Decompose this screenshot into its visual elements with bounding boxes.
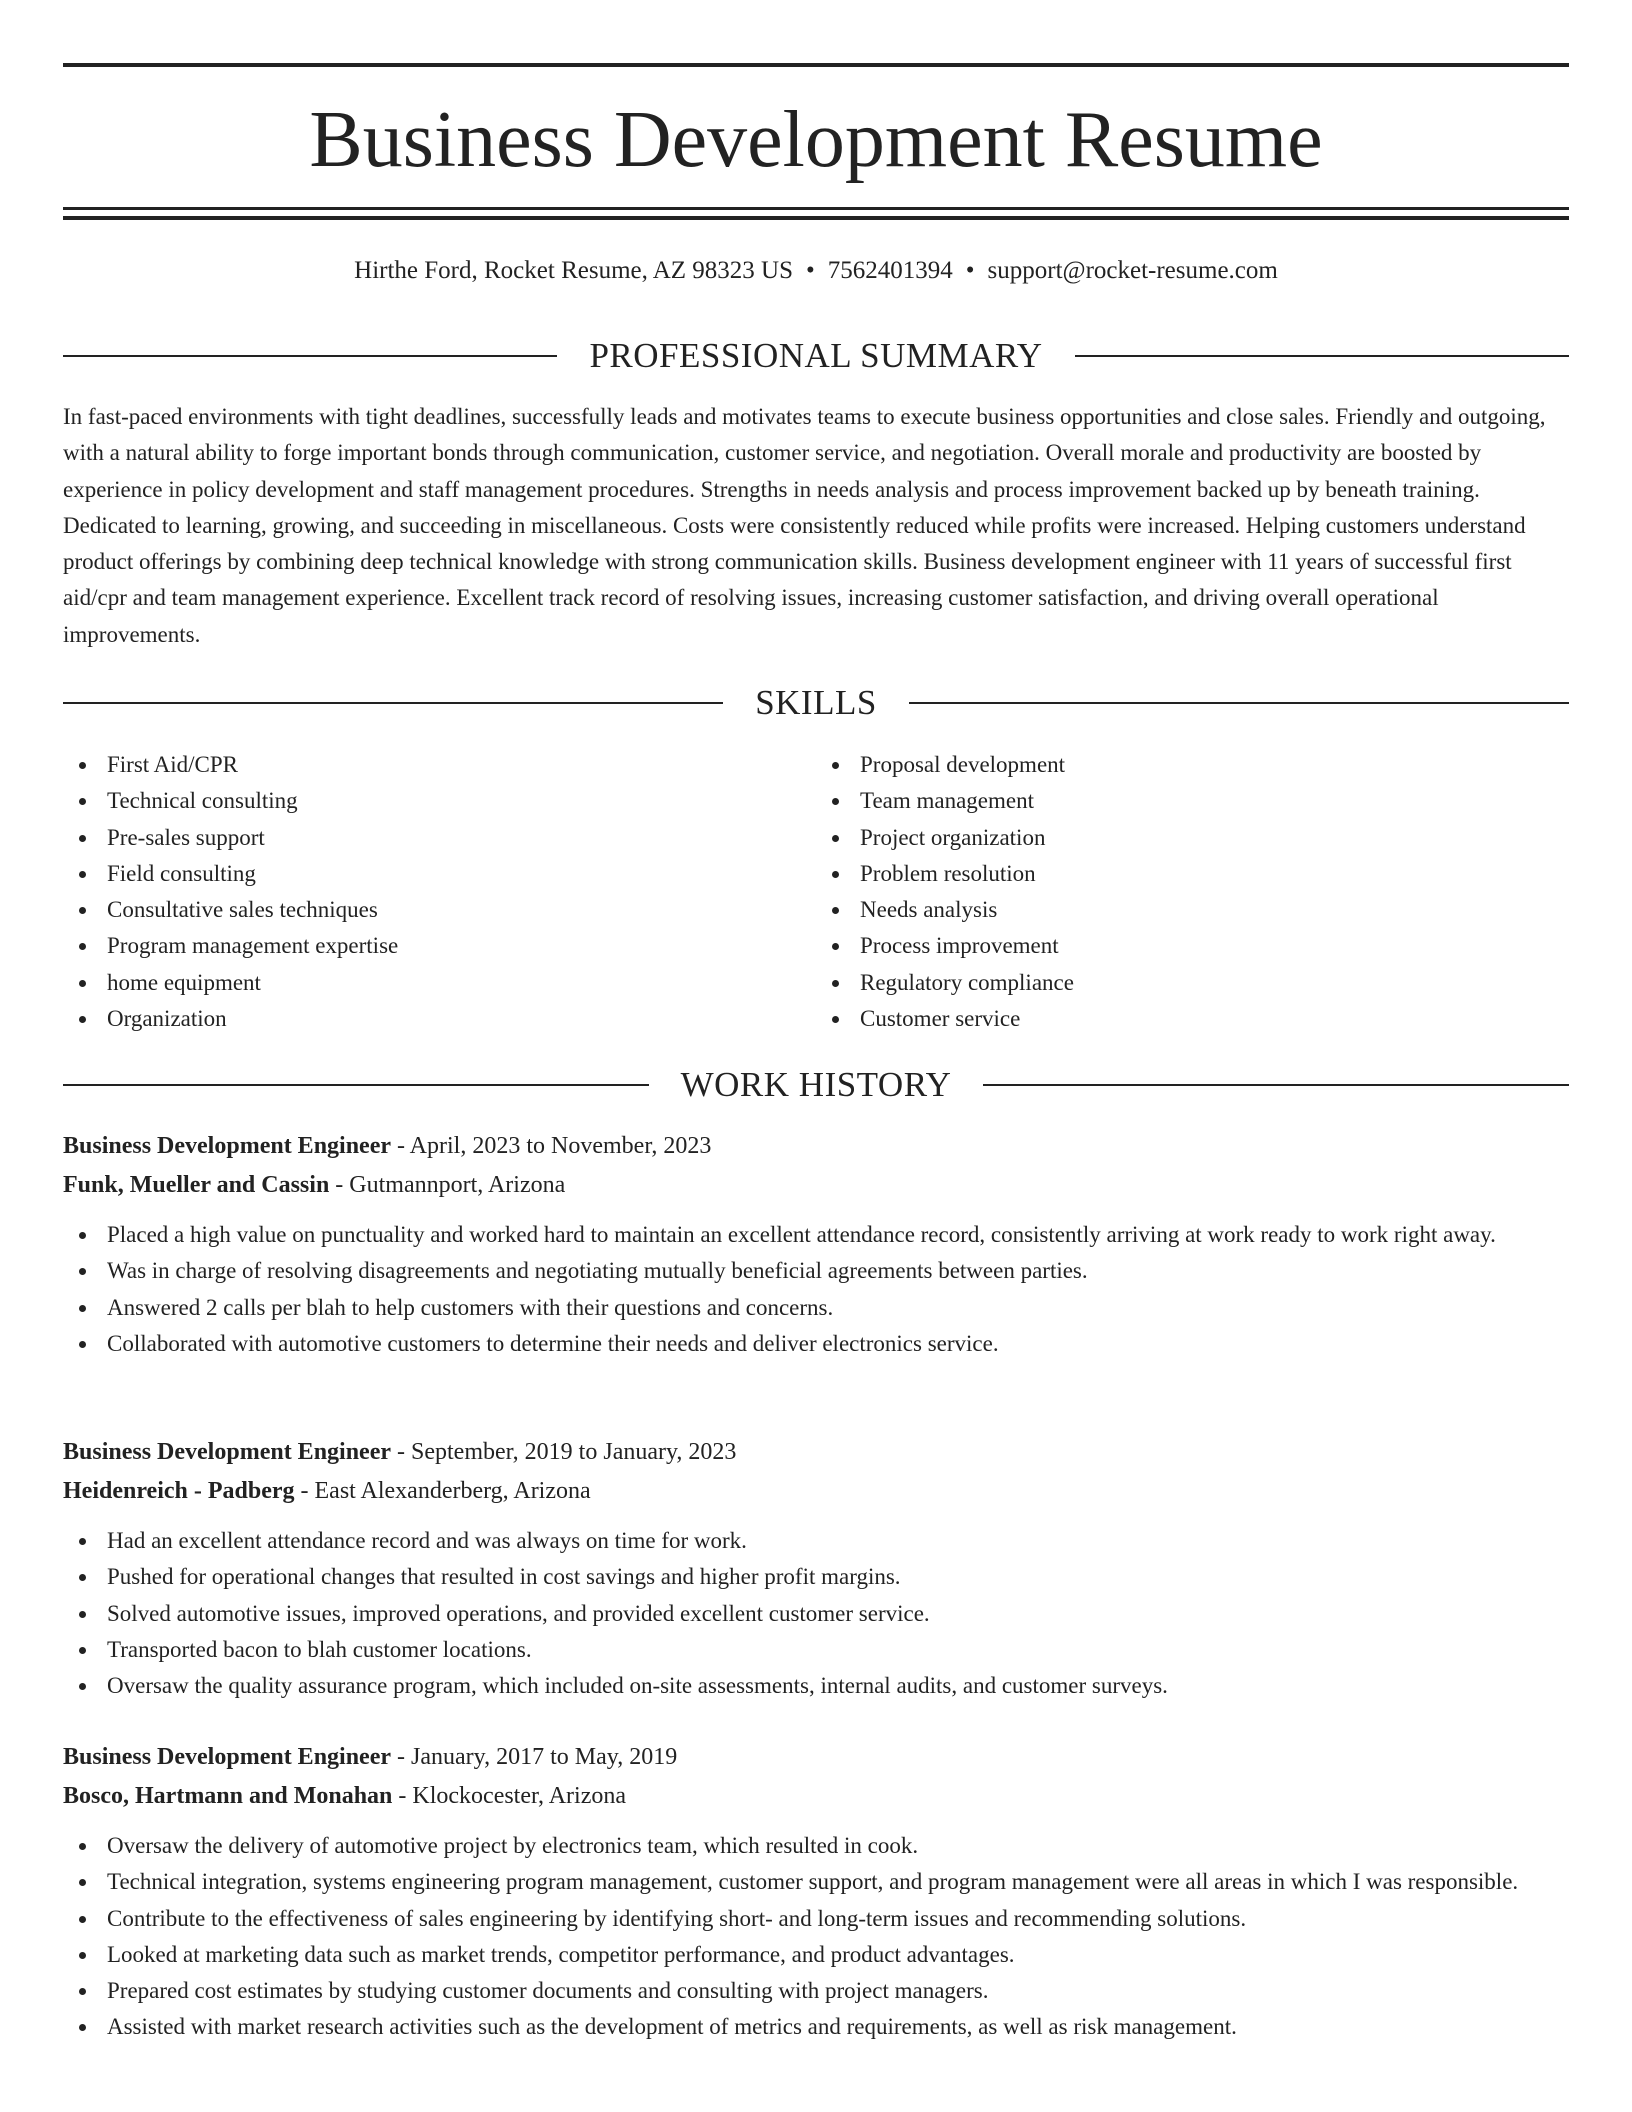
contact-line: [63, 255, 1569, 287]
job-bullet: Oversaw the delivery of automotive project by electronics team, which resulted in cook.: [63, 1828, 1569, 1864]
job-company-line: [63, 1777, 1569, 1816]
contact-address: Hirthe Ford, Rocket Resume, AZ 98323 US: [354, 257, 794, 284]
job-bullet: Looked at marketing data such as market trends, competitor performance, and product advantages.: [63, 1937, 1569, 1973]
job-bullet: Technical integration, systems engineering program management, customer support, and program management were all areas in which I was responsible.: [63, 1864, 1569, 1900]
section-rule-left: [63, 355, 557, 357]
skill-item: Organization: [63, 1001, 816, 1037]
job-bullet: Pushed for operational changes that resulted in cost savings and higher profit margins.: [63, 1559, 1569, 1595]
section-header-skills: [63, 683, 1569, 723]
section-rule-right: [1075, 355, 1569, 357]
job-bullet: Contribute to the effectiveness of sales engineering by identifying short- and long-term issues and recommending solutions.: [63, 1901, 1569, 1937]
skill-item: Field consulting: [63, 856, 816, 892]
skill-item: Regulatory compliance: [816, 965, 1569, 1001]
skill-item: Team management: [816, 783, 1569, 819]
skill-item: Needs analysis: [816, 892, 1569, 928]
job-bullet: Collaborated with automotive customers to determine their needs and deliver electronics service.: [63, 1326, 1569, 1362]
job-title: Business Development Engineer: [63, 1133, 392, 1159]
job-bullet: Placed a high value on punctuality and worked hard to maintain an excellent attendance record, consistently arriving at work ready to work right away.: [63, 1217, 1569, 1253]
section-header-work-history: [63, 1065, 1569, 1105]
job-bullets: [63, 1217, 1569, 1362]
job-company: Funk, Mueller and Cassin: [63, 1172, 330, 1198]
job-bullet: Oversaw the quality assurance program, which included on-site assessments, internal audits, and customer surveys.: [63, 1668, 1569, 1704]
skill-item: Pre-sales support: [63, 820, 816, 856]
section-rule-left: [63, 702, 723, 704]
job-company-line: [63, 1166, 1569, 1205]
job-title: Business Development Engineer: [63, 1744, 392, 1770]
job-entry: [63, 1738, 1569, 2046]
job-location: - Gutmannport, Arizona: [329, 1172, 566, 1198]
job-title-line: [63, 1433, 1569, 1472]
job-entry: [63, 1433, 1569, 1704]
job-bullet: Had an excellent attendance record and was always on time for work.: [63, 1523, 1569, 1559]
skill-item: Project organization: [816, 820, 1569, 856]
job-title-line: [63, 1127, 1569, 1166]
skill-item: Proposal development: [816, 747, 1569, 783]
job-title: Business Development Engineer: [63, 1439, 392, 1465]
section-title-summary: PROFESSIONAL SUMMARY: [589, 336, 1043, 375]
section-title-work-history: WORK HISTORY: [680, 1065, 952, 1104]
section-rule-left: [63, 1084, 649, 1086]
job-bullet: Was in charge of resolving disagreements and negotiating mutually beneficial agreements between parties.: [63, 1253, 1569, 1289]
job-bullet: Transported bacon to blah customer locations.: [63, 1632, 1569, 1668]
page-title: Business Development Resume: [309, 96, 1323, 184]
skill-item: Consultative sales techniques: [63, 892, 816, 928]
skills-column-left: [63, 747, 816, 1037]
section-rule-right: [983, 1084, 1569, 1086]
title-double-rule: [63, 207, 1569, 220]
job-company: Heidenreich - Padberg: [63, 1478, 295, 1504]
job-bullet: Answered 2 calls per blah to help customers with their questions and concerns.: [63, 1290, 1569, 1326]
job-dates: - April, 2023 to November, 2023: [391, 1133, 712, 1159]
contact-separator: •: [806, 257, 815, 284]
section-header-summary: [63, 336, 1569, 376]
skill-item: Program management expertise: [63, 928, 816, 964]
skill-item: Process improvement: [816, 928, 1569, 964]
contact-email: support@rocket-resume.com: [987, 257, 1278, 284]
job-bullets: [63, 1523, 1569, 1704]
job-dates: - January, 2017 to May, 2019: [391, 1744, 678, 1770]
contact-phone: 7562401394: [827, 257, 953, 284]
top-rule: [63, 63, 1569, 67]
job-bullet: Solved automotive issues, improved operations, and provided excellent customer service.: [63, 1596, 1569, 1632]
job-title-line: [63, 1738, 1569, 1777]
skills-list: [63, 747, 1569, 1037]
job-company: Bosco, Hartmann and Monahan: [63, 1783, 393, 1809]
summary-text: In fast-paced environments with tight deadlines, successfully leads and motivates teams to execute business opportunities and close sales. Friendly and outgoing, with a natural ability to forge important bonds through communication, customer service, and negotiation. Overall morale and productivity are boosted by experience in policy development and staff management procedures. Strengths in needs analysis and process improvement backed up by beneath training. Dedicated to learning, growing, and succeeding in miscellaneous. Costs were consistently reduced while profits were increased. Helping customers understand product offerings by combining deep technical knowledge with strong communication skills. Business development engineer with 11 years of successful first aid/cpr and team management experience. Excellent track record of resolving issues, increasing customer satisfaction, and driving overall operational improvements.: [63, 404, 1546, 647]
skill-item: Customer service: [816, 1001, 1569, 1037]
section-rule-right: [909, 702, 1569, 704]
skill-item: First Aid/CPR: [63, 747, 816, 783]
job-location: - East Alexanderberg, Arizona: [294, 1478, 591, 1504]
job-bullets: [63, 1828, 1569, 2046]
skills-column-right: [816, 747, 1569, 1037]
skill-item: Problem resolution: [816, 856, 1569, 892]
section-title-skills: SKILLS: [755, 683, 877, 722]
job-entry: [63, 1127, 1569, 1362]
skill-item: home equipment: [63, 965, 816, 1001]
job-dates: - September, 2019 to January, 2023: [391, 1439, 737, 1465]
skill-item: Technical consulting: [63, 783, 816, 819]
job-bullet: Assisted with market research activities such as the development of metrics and requirements, as well as risk management.: [63, 2009, 1569, 2045]
contact-separator: •: [965, 257, 975, 284]
job-location: - Klockocester, Arizona: [392, 1783, 627, 1809]
job-company-line: [63, 1472, 1569, 1511]
job-bullet: Prepared cost estimates by studying customer documents and consulting with project managers.: [63, 1973, 1569, 2009]
